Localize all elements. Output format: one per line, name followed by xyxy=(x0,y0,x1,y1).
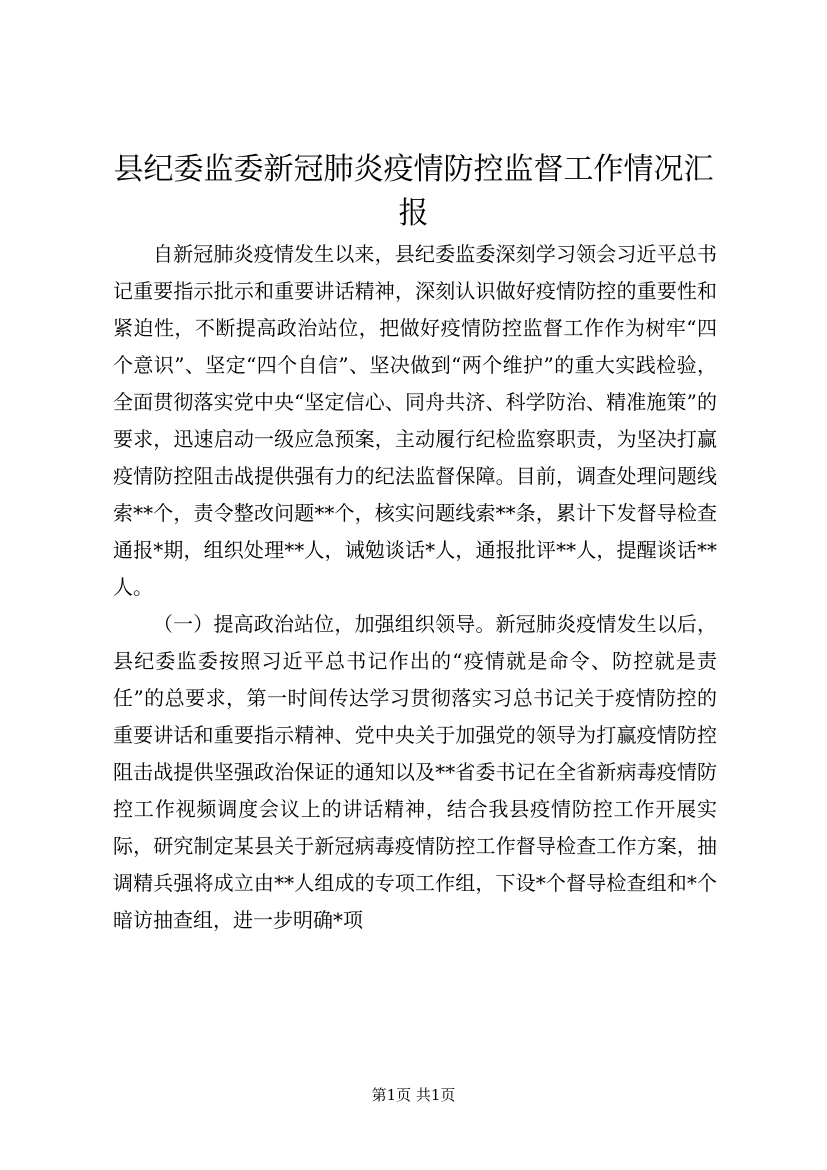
paragraph-intro: 自新冠肺炎疫情发生以来，县纪委监委深刻学习领会习近平总书记重要指示批示和重要讲话精神，深刻认识做好疫情防控的重要性和紧迫性，不断提高政治站位，把做好疫情防控监督工作作为树牢“四个意识”、坚定“四个自信”、坚决做到“两个维护”的重大实践检验，全面贯彻落实党中央“坚定信心、同舟共济、科学防治、精准施策”的要求，迅速启动一级应急预案，主动履行纪检监察职责，为坚决打赢疫情防控阻击战提供强有力的纪法监督保障。目前，调查处理问题线索**个，责令整改问题**个，核实问题线索**条，累计下发督导检查通报*期，组织处理**人，诫勉谈话*人，通报批评**人，提醒谈话**人。 xyxy=(113,242,717,599)
document-body xyxy=(113,236,717,939)
document-title: 县纪委监委新冠肺炎疫情防控监督工作情况汇报 xyxy=(113,152,714,231)
paragraph-section-1: （一）提高政治站位，加强组织领导。新冠肺炎疫情发生以后，县纪委监委按照习近平总书记作出的“疫情就是命令、防控就是责任”的总要求，第一时间传达学习贯彻落实习总书记关于疫情防控的重要讲话和重要指示精神、党中央关于加强党的领导为打赢疫情防控阻击战提供坚强政治保证的通知以及**省委书记在全省新病毒疫情防控工作视频调度会议上的讲话精神，结合我县疫情防控工作开展实际，研究制定某县关于新冠病毒疫情防控工作督导检查工作方案，抽调精兵强将成立由**人组成的专项工作组，下设*个督导检查组和*个暗访抽查组，进一步明确*项 xyxy=(113,612,717,932)
page-footer: 第1页 共1页 xyxy=(371,1086,456,1104)
